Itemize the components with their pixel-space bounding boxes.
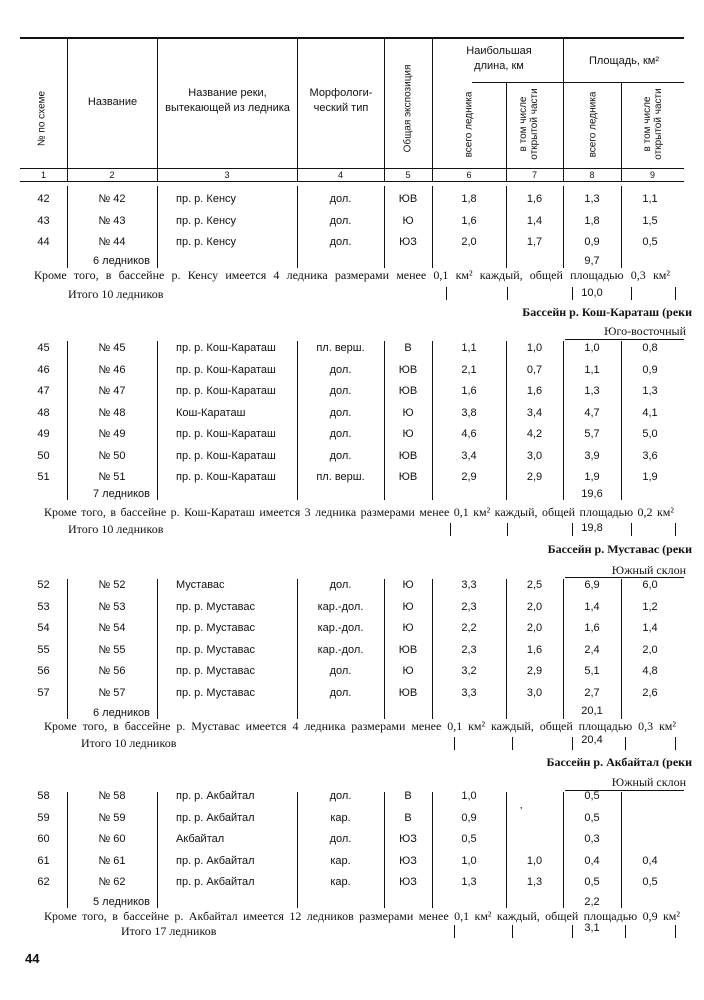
cell-river: Кош-Караташ xyxy=(176,406,246,419)
cell-expo: ЮВ xyxy=(398,363,418,376)
cell-no: 47 xyxy=(37,385,50,397)
cell-no: 42 xyxy=(37,193,50,205)
cell-no: 57 xyxy=(37,686,50,699)
cell-name: № 43 xyxy=(98,214,126,227)
extra-note: Кроме того, в бассейне р. Кенсу имеется 4 ледника размерами менее 0,1 км² каждый, общей площадью 0,3 км² xyxy=(34,268,670,282)
cell-type: кар.-дол. xyxy=(317,622,364,634)
cell-river: пр. р. Кош-Караташ xyxy=(176,471,276,483)
total-area: 19,8 xyxy=(581,522,603,534)
cell-type: дол. xyxy=(329,833,352,845)
cell-area-open: 0,5 xyxy=(642,876,658,888)
extra-note: Кроме того, в бассейне р. Акбайтал имеется 12 ледников размерами менее 0,1 км² каждый, общей площадью 0,9 км² xyxy=(44,909,680,923)
count-area: 2,2 xyxy=(584,896,600,908)
cell-type: дол. xyxy=(329,236,352,248)
cell-area-open: 2,0 xyxy=(642,643,658,656)
cell-area-open: 1,3 xyxy=(642,385,658,397)
cell-type: кар. xyxy=(330,876,351,888)
col-number: 7 xyxy=(531,170,537,180)
basin-title: Бассейн р. Кош-Караташ (реки xyxy=(522,305,692,319)
cell-name: № 61 xyxy=(98,854,126,867)
cell-length: 1,0 xyxy=(461,854,477,867)
cell-type: пл. верш. xyxy=(316,342,365,354)
cell-expo: Ю xyxy=(402,600,414,613)
cell-length: 0,5 xyxy=(461,833,477,845)
cell-expo: ЮЗ xyxy=(399,876,417,888)
col-number: 8 xyxy=(589,170,595,180)
cell-area: 0,5 xyxy=(584,811,600,824)
cell-type: дол. xyxy=(329,449,352,462)
cell-length-open: 1,3 xyxy=(526,876,543,888)
cell-length: 2,3 xyxy=(461,600,477,613)
cell-area: 5,1 xyxy=(584,665,600,677)
cell-length: 0,9 xyxy=(461,811,477,824)
cell-length-open: 1,6 xyxy=(526,385,543,397)
cell-expo: ЮЗ xyxy=(399,854,417,867)
cell-no: 60 xyxy=(37,833,50,845)
count-label: 5 ледников xyxy=(93,896,151,908)
cell-length-open: 4,2 xyxy=(526,428,543,440)
cell-no: 45 xyxy=(37,342,50,354)
header-sub-open-len: в том числе открытой части xyxy=(518,88,540,160)
cell-river: пр. р. Муставас xyxy=(176,622,255,634)
cell-type: дол. xyxy=(329,385,352,397)
cell-area-open: 0,8 xyxy=(642,342,658,354)
cell-area-open: 4,8 xyxy=(642,665,658,677)
cell-name: № 44 xyxy=(98,236,126,248)
col-number: 6 xyxy=(466,170,472,180)
total-label: Итого 10 ледников xyxy=(81,736,177,750)
cell-area: 2,4 xyxy=(584,643,600,656)
cell-type: кар. xyxy=(330,811,351,824)
header-sub-total-len: всего ледника xyxy=(463,91,475,158)
cell-area-open: 4,1 xyxy=(642,406,658,419)
extra-note: Кроме того, в бассейне р. Кош-Караташ имеется 3 ледника размерами менее 0,1 км² каждый, общей площадью 0,2 км² xyxy=(44,505,674,519)
cell-area-open: 1,9 xyxy=(642,471,658,483)
cell-type: кар. xyxy=(330,854,351,867)
total-label: Итого 17 ледников xyxy=(121,924,217,938)
basin-title: Бассейн р. Муставас (реки xyxy=(547,542,692,556)
cell-area-open: 0,9 xyxy=(642,363,658,376)
cell-name: № 52 xyxy=(98,579,126,591)
header-col-expo: Общая экспозиция xyxy=(402,64,414,153)
header-col-river: Название реки, вытекающей из ледника xyxy=(165,87,290,114)
cell-expo: ЮВ xyxy=(398,471,418,483)
cell-area-open: 0,5 xyxy=(642,236,658,248)
cell-river: пр. р. Акбайтал xyxy=(176,876,255,888)
basin-title: Бассейн р. Акбайтал (реки xyxy=(546,755,692,769)
cell-name: № 60 xyxy=(98,833,126,845)
cell-name: № 49 xyxy=(98,428,126,440)
cell-length: 1,6 xyxy=(461,214,477,227)
cell-expo: ЮВ xyxy=(398,193,418,205)
cell-expo: ЮВ xyxy=(398,643,418,656)
cell-river: Муставас xyxy=(176,579,225,591)
cell-type: дол. xyxy=(329,363,352,376)
cell-area: 4,7 xyxy=(584,406,600,419)
cell-expo: Ю xyxy=(402,665,414,677)
cell-area: 1,3 xyxy=(584,385,600,397)
cell-area-open: 1,2 xyxy=(642,600,658,613)
cell-length-open: 1,7 xyxy=(526,236,543,248)
cell-no: 48 xyxy=(37,406,50,419)
cell-area: 1,1 xyxy=(584,363,600,376)
cell-river: пр. р. Кенсу xyxy=(176,236,237,248)
cell-river: пр. р. Кенсу xyxy=(176,193,237,205)
col-number: 4 xyxy=(337,170,343,180)
cell-area: 3,9 xyxy=(584,449,600,462)
cell-length-open: 3,4 xyxy=(526,406,543,419)
cell-expo: Ю xyxy=(402,428,414,440)
cell-length-open: 3,0 xyxy=(526,449,543,462)
cell-area-open: 1,4 xyxy=(642,622,658,634)
cell-river: пр. р. Акбайтал xyxy=(176,811,255,824)
count-area: 19,6 xyxy=(581,488,603,500)
cell-no: 53 xyxy=(37,600,50,613)
cell-area: 2,7 xyxy=(584,686,600,699)
cell-area: 0,3 xyxy=(584,833,600,845)
cell-length: 4,6 xyxy=(461,428,477,440)
cell-name: № 58 xyxy=(98,790,126,802)
cell-area: 0,4 xyxy=(584,854,600,867)
cell-length: 1,1 xyxy=(461,342,477,354)
cell-area: 1,0 xyxy=(584,342,600,354)
cell-area: 1,9 xyxy=(584,471,600,483)
cell-type: дол. xyxy=(329,665,352,677)
cell-length: 3,3 xyxy=(461,686,477,699)
cell-river: пр. р. Муставас xyxy=(176,643,255,656)
cell-length: 1,6 xyxy=(461,385,477,397)
cell-expo: ЮВ xyxy=(398,686,418,699)
cell-length: 2,2 xyxy=(461,622,477,634)
cell-name: № 45 xyxy=(98,342,126,354)
cell-no: 43 xyxy=(37,214,50,227)
cell-expo: ЮВ xyxy=(398,385,418,397)
col-number: 2 xyxy=(109,170,115,180)
cell-type: кар.-дол. xyxy=(317,643,364,656)
cell-name: № 59 xyxy=(98,811,126,824)
cell-type: дол. xyxy=(329,686,352,699)
cell-river: пр. р. Кош-Караташ xyxy=(176,363,276,376)
header-sub-open-area: в том числе открытой части xyxy=(642,88,664,160)
count-label: 6 ледников xyxy=(93,707,151,719)
slope-title: Юго-восточный xyxy=(604,324,686,338)
cell-length: 1,0 xyxy=(461,790,477,802)
cell-type: дол. xyxy=(329,214,352,227)
cell-length-open: 1,6 xyxy=(526,643,543,656)
cell-name: № 48 xyxy=(98,406,126,419)
cell-river: пр. р. Кош-Караташ xyxy=(176,428,276,440)
cell-type: дол. xyxy=(329,579,352,591)
cell-expo: В xyxy=(404,342,412,354)
cell-no: 56 xyxy=(37,665,50,677)
cell-length-open: 2,0 xyxy=(526,600,543,613)
cell-no: 44 xyxy=(37,236,50,248)
cell-no: 61 xyxy=(37,854,50,867)
cell-no: 46 xyxy=(37,363,50,376)
cell-area: 5,7 xyxy=(584,428,600,440)
cell-length-open: 3,0 xyxy=(526,686,543,699)
cell-type: дол. xyxy=(329,428,352,440)
cell-length: 2,1 xyxy=(461,363,477,376)
cell-area: 0,5 xyxy=(584,790,600,802)
total-label: Итого 10 ледников xyxy=(68,522,164,536)
cell-no: 52 xyxy=(37,579,50,591)
cell-expo: Ю xyxy=(402,579,414,591)
cell-name: № 42 xyxy=(98,193,126,205)
count-label: 7 ледников xyxy=(93,488,151,500)
cell-type: дол. xyxy=(329,193,352,205)
cell-type: пл. верш. xyxy=(316,471,365,483)
cell-name: № 54 xyxy=(98,622,126,634)
cell-expo: Ю xyxy=(402,406,414,419)
cell-name: № 50 xyxy=(98,449,126,462)
cell-name: № 51 xyxy=(98,471,126,483)
cell-length-open: 2,0 xyxy=(526,622,543,634)
cell-length-open: 1,4 xyxy=(526,214,543,227)
cell-expo: В xyxy=(404,811,412,824)
cell-length-open: 1,0 xyxy=(526,854,543,867)
cell-length-open: 2,5 xyxy=(526,579,543,591)
cell-expo: Ю xyxy=(402,622,414,634)
cell-length: 3,3 xyxy=(461,579,477,591)
count-area: 20,1 xyxy=(581,705,603,717)
cell-length: 2,3 xyxy=(461,643,477,656)
cell-area-open: 6,0 xyxy=(642,579,658,591)
total-area: 3,1 xyxy=(584,922,600,934)
cell-name: № 47 xyxy=(98,385,126,397)
cell-length: 3,8 xyxy=(461,406,477,419)
cell-area: 1,6 xyxy=(584,622,600,634)
slope-title: Южный склон xyxy=(611,563,686,577)
cell-expo: В xyxy=(404,790,412,802)
cell-length: 2,0 xyxy=(461,236,477,248)
cell-no: 59 xyxy=(37,811,50,824)
cell-area-open: 0,4 xyxy=(642,854,658,867)
cell-name: № 57 xyxy=(98,686,126,699)
cell-length-open: 2,9 xyxy=(526,471,543,483)
cell-no: 62 xyxy=(37,876,50,888)
cell-river: пр. р. Кош-Караташ xyxy=(176,385,276,397)
cell-type: дол. xyxy=(329,406,352,419)
cell-length: 1,3 xyxy=(461,876,477,888)
cell-length-open: 0,7 xyxy=(526,363,543,376)
cell-name: № 46 xyxy=(98,363,126,376)
cell-expo: ЮВ xyxy=(398,449,418,462)
col-number: 9 xyxy=(649,170,655,180)
header-group-length: Наибольшая длина, км xyxy=(466,45,532,72)
cell-area: 6,9 xyxy=(584,579,600,591)
cell-expo: ЮЗ xyxy=(399,833,417,845)
cell-river: пр. р. Муставас xyxy=(176,665,255,677)
extra-note: Кроме того, в бассейне р. Муставас имеется 4 ледника размерами менее 0,1 км² каждый, общей площадью 0,3 км² xyxy=(44,719,676,733)
header-sub-total-area: всего ледника xyxy=(587,91,599,158)
page-number: 44 xyxy=(25,951,40,966)
cell-area-open: 1,1 xyxy=(642,193,658,205)
cell-expo: ЮЗ xyxy=(399,236,417,248)
cell-type: кар.-дол. xyxy=(317,600,364,613)
cell-length: 3,2 xyxy=(461,665,477,677)
cell-length: 3,4 xyxy=(461,449,477,462)
cell-area-open: 5,0 xyxy=(642,428,658,440)
cell-area: 1,8 xyxy=(584,214,600,227)
total-area: 20,4 xyxy=(581,734,603,746)
cell-no: 51 xyxy=(37,471,50,483)
col-number: 3 xyxy=(224,170,230,180)
cell-area: 1,4 xyxy=(584,600,600,613)
cell-length: 2,9 xyxy=(461,471,477,483)
cell-area: 0,5 xyxy=(584,876,600,888)
cell-river: пр. р. Акбайтал xyxy=(176,854,255,867)
cell-river: пр. р. Муставас xyxy=(176,686,255,699)
tick-mark: , xyxy=(520,800,523,811)
cell-river: пр. р. Кенсу xyxy=(176,214,237,227)
header-col-morph: Морфологи-ческий тип xyxy=(309,87,373,114)
header-col-name: Название xyxy=(87,96,138,108)
cell-river: пр. р. Муставас xyxy=(176,600,255,613)
count-label: 6 ледников xyxy=(93,255,151,267)
cell-area-open: 2,6 xyxy=(642,686,658,699)
cell-type: дол. xyxy=(329,790,352,802)
slope-title: Южный склон xyxy=(611,775,686,789)
cell-name: № 53 xyxy=(98,600,126,613)
cell-river: пр. р. Кош-Караташ xyxy=(176,449,276,462)
cell-name: № 62 xyxy=(98,876,126,888)
cell-area-open: 3,6 xyxy=(642,449,658,462)
cell-area-open: 1,5 xyxy=(642,214,658,227)
cell-river: пр. р. Кош-Караташ xyxy=(176,342,276,354)
cell-length-open: 2,9 xyxy=(526,665,543,677)
cell-area: 1,3 xyxy=(584,193,600,205)
count-area: 9,7 xyxy=(584,255,600,267)
col-number: 1 xyxy=(40,170,46,180)
cell-area: 0,9 xyxy=(584,236,600,248)
cell-no: 58 xyxy=(37,790,50,802)
col-number: 5 xyxy=(405,170,411,180)
total-label: Итого 10 ледников xyxy=(68,287,164,301)
cell-name: № 55 xyxy=(98,643,126,656)
header-col-no: № по схеме xyxy=(36,90,48,147)
header-group-area: Площадь, км² xyxy=(588,55,660,67)
cell-length-open: 1,0 xyxy=(526,342,543,354)
cell-expo: Ю xyxy=(402,214,414,227)
cell-no: 55 xyxy=(37,643,50,656)
cell-river: пр. р. Акбайтал xyxy=(176,790,255,802)
cell-length: 1,8 xyxy=(461,193,477,205)
cell-no: 50 xyxy=(37,449,50,462)
cell-no: 49 xyxy=(37,428,50,440)
total-area: 10,0 xyxy=(581,287,603,299)
cell-length-open: 1,6 xyxy=(526,193,543,205)
cell-no: 54 xyxy=(37,622,50,634)
cell-river: Акбайтал xyxy=(176,833,225,845)
cell-name: № 56 xyxy=(98,665,126,677)
